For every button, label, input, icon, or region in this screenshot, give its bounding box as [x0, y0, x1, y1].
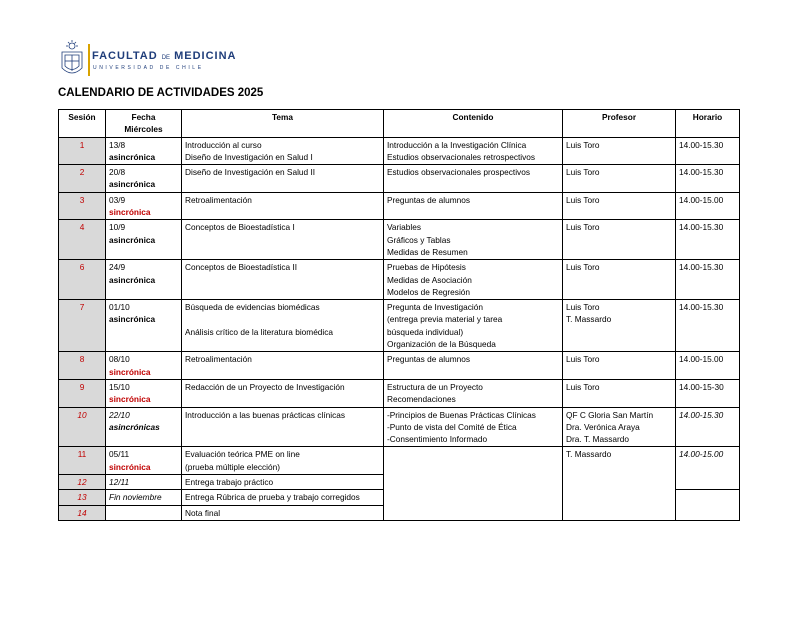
- fecha-date: 12/11: [109, 477, 130, 488]
- cell-line: -Punto de vista del Comité de Ética: [387, 421, 517, 432]
- cell-line: Diseño de Investigación en Salud II: [185, 167, 316, 178]
- col-fecha: Fecha Miércoles: [106, 110, 182, 138]
- horario-value: 14.00-15.00: [679, 354, 724, 365]
- cell-line: Redacción de un Proyecto de Investigación: [185, 381, 345, 392]
- fecha-date: Fin noviembre: [109, 492, 162, 503]
- cell-line: Luis Toro: [566, 139, 600, 150]
- cell-line: Variables: [387, 222, 421, 233]
- fecha-date: 10/9: [109, 222, 126, 233]
- horario-value: 14.00-15-30: [679, 381, 724, 392]
- contenido-cell: [384, 447, 563, 520]
- modalidad-label: asincrónica: [109, 151, 156, 162]
- sesion-cell: 13: [59, 490, 106, 505]
- cell-line: Modelos de Regresión: [387, 286, 471, 297]
- tema-cell: [182, 165, 384, 193]
- table-row: [59, 220, 740, 260]
- contenido-cell: [384, 137, 563, 165]
- modalidad-label: sincrónica: [109, 366, 151, 377]
- cell-line: Luis Toro: [566, 262, 600, 273]
- cell-line: Pregunta de Investigación: [387, 302, 483, 313]
- contenido-cell: [384, 352, 563, 380]
- fecha-cell: [106, 192, 182, 220]
- cell-line: Luis Toro: [566, 194, 600, 205]
- fecha-date: 01/10: [109, 302, 130, 313]
- cell-line: Conceptos de Bioestadística I: [185, 222, 295, 233]
- cell-line: Medidas de Asociación: [387, 274, 472, 285]
- cell-line: T. Massardo: [566, 314, 612, 325]
- cell-line: búsqueda individual): [387, 326, 464, 337]
- table-row: [59, 260, 740, 300]
- fecha-cell: [106, 475, 182, 490]
- modalidad-label: sincrónica: [109, 461, 151, 472]
- cell-line: Luis Toro: [566, 302, 600, 313]
- profesor-cell: [563, 352, 676, 380]
- table-row: [59, 300, 740, 352]
- sesion-cell: 6: [59, 260, 106, 300]
- tema-cell: [182, 379, 384, 407]
- fecha-cell: [106, 352, 182, 380]
- cell-line: T. Massardo: [566, 449, 612, 460]
- modalidad-label: asincrónicas: [109, 421, 160, 432]
- university-seal-icon: [58, 40, 86, 80]
- cell-line: -Principios de Buenas Prácticas Clínicas: [387, 409, 536, 420]
- table-row: [59, 352, 740, 380]
- activities-table: [58, 109, 740, 521]
- horario-cell: [676, 192, 740, 220]
- fecha-cell: [106, 490, 182, 505]
- cell-line: Estudios observacionales prospectivos: [387, 167, 530, 178]
- contenido-cell: [384, 165, 563, 193]
- sesion-cell: 7: [59, 300, 106, 352]
- horario-value: 14.00-15.30: [679, 262, 724, 273]
- contenido-cell: [384, 220, 563, 260]
- table-header-row: [59, 110, 740, 138]
- cell-line: -Consentimiento Informado: [387, 434, 488, 445]
- fecha-date: 20/8: [109, 167, 126, 178]
- tema-cell: [182, 407, 384, 447]
- profesor-cell: [563, 379, 676, 407]
- tema-cell: [182, 447, 384, 475]
- cell-line: Pruebas de Hipótesis: [387, 262, 466, 273]
- modalidad-label: asincrónica: [109, 314, 156, 325]
- cell-line: Diseño de Investigación en Salud I: [185, 151, 313, 162]
- sesion-cell: 12: [59, 475, 106, 490]
- contenido-cell: [384, 192, 563, 220]
- horario-value: 14.00-15.30: [679, 167, 724, 178]
- modalidad-label: sincrónica: [109, 394, 151, 405]
- fecha-cell: [106, 407, 182, 447]
- sesion-cell: 11: [59, 447, 106, 475]
- cell-line: Luis Toro: [566, 167, 600, 178]
- profesor-cell: [563, 220, 676, 260]
- profesor-cell: [563, 300, 676, 352]
- contenido-cell: [384, 300, 563, 352]
- cell-line: QF C Gloria San Martín: [566, 409, 654, 420]
- table-row: [59, 407, 740, 447]
- cell-line: Nota final: [185, 507, 221, 518]
- horario-cell: [676, 379, 740, 407]
- sesion-cell: 4: [59, 220, 106, 260]
- profesor-cell: [563, 447, 676, 520]
- fecha-cell: [106, 505, 182, 520]
- table-row: [59, 379, 740, 407]
- cell-line: Recomendaciones: [387, 394, 456, 405]
- profesor-cell: [563, 137, 676, 165]
- horario-cell: [676, 300, 740, 352]
- fecha-date: [109, 507, 178, 519]
- horario-cell: [676, 407, 740, 447]
- cell-line: [185, 313, 380, 325]
- profesor-cell: [563, 407, 676, 447]
- fecha-date: 05/11: [109, 449, 130, 460]
- tema-cell: [182, 475, 384, 490]
- col-horario: Horario: [676, 110, 740, 138]
- fecha-date: 13/8: [109, 139, 126, 150]
- col-contenido: Contenido: [384, 110, 563, 138]
- profesor-cell: [563, 165, 676, 193]
- cell-line: Estudios observacionales retrospectivos: [387, 151, 536, 162]
- contenido-cell: [384, 379, 563, 407]
- fecha-cell: [106, 300, 182, 352]
- horario-value: 14.00-15.30: [679, 409, 724, 420]
- fecha-cell: [106, 137, 182, 165]
- modalidad-label: asincrónica: [109, 179, 156, 190]
- sesion-cell: 8: [59, 352, 106, 380]
- cell-line: Luis Toro: [566, 381, 600, 392]
- cell-line: Luis Toro: [566, 222, 600, 233]
- cell-line: (entrega previa material y tarea: [387, 314, 503, 325]
- modalidad-label: asincrónica: [109, 274, 156, 285]
- table-row: [59, 165, 740, 193]
- sesion-cell: 9: [59, 379, 106, 407]
- horario-cell: [676, 220, 740, 260]
- faculty-logo: [58, 40, 237, 82]
- horario-cell: [676, 260, 740, 300]
- horario-value: 14.00-15.00: [679, 449, 724, 460]
- horario-value: 14.00-15.30: [679, 222, 724, 233]
- table-row: [59, 192, 740, 220]
- cell-line: Introducción a la Investigación Clínica: [387, 139, 527, 150]
- tema-cell: [182, 192, 384, 220]
- cell-line: Luis Toro: [566, 354, 600, 365]
- cell-line: Dra. T. Massardo: [566, 434, 630, 445]
- table-row: [59, 447, 740, 475]
- sesion-cell: 10: [59, 407, 106, 447]
- horario-value: 14.00-15.30: [679, 139, 724, 150]
- fecha-cell: [106, 260, 182, 300]
- profesor-cell: [563, 260, 676, 300]
- horario-value: 14.00-15.00: [679, 194, 724, 205]
- logo-university-name: UNIVERSIDAD DE CHILE: [93, 65, 204, 71]
- col-tema: Tema: [182, 110, 384, 138]
- fecha-date: 24/9: [109, 262, 126, 273]
- cell-line: (prueba múltiple elección): [185, 461, 281, 472]
- horario-cell: [676, 490, 740, 521]
- profesor-cell: [563, 192, 676, 220]
- horario-cell: [676, 352, 740, 380]
- cell-line: Organización de la Búsqueda: [387, 339, 496, 350]
- tema-cell: [182, 300, 384, 352]
- cell-line: Evaluación teórica PME on line: [185, 449, 300, 460]
- cell-line: Introducción a las buenas prácticas clínicas: [185, 409, 346, 420]
- fecha-cell: [106, 379, 182, 407]
- cell-line: Búsqueda de evidencias biomédicas: [185, 302, 320, 313]
- cell-line: Entrega Rúbrica de prueba y trabajo corregidos: [185, 492, 360, 503]
- fecha-date: 15/10: [109, 381, 130, 392]
- table-row: [59, 137, 740, 165]
- contenido-cell: [384, 260, 563, 300]
- sesion-cell: 3: [59, 192, 106, 220]
- cell-line: Retroalimentación: [185, 194, 252, 205]
- cell-line: Análisis crítico de la literatura biomédica: [185, 326, 334, 337]
- modalidad-label: sincrónica: [109, 207, 151, 218]
- cell-line: Gráficos y Tablas: [387, 234, 451, 245]
- cell-line: Estructura de un Proyecto: [387, 381, 483, 392]
- page-title: CALENDARIO DE ACTIVIDADES 2025: [58, 87, 264, 99]
- cell-line: Preguntas de alumnos: [387, 354, 471, 365]
- fecha-date: 08/10: [109, 354, 130, 365]
- fecha-date: 03/9: [109, 194, 126, 205]
- tema-cell: [182, 490, 384, 505]
- col-profesor: Profesor: [563, 110, 676, 138]
- tema-cell: [182, 137, 384, 165]
- contenido-cell: [384, 407, 563, 447]
- col-sesion: Sesión: [59, 110, 106, 138]
- tema-cell: [182, 220, 384, 260]
- logo-faculty-name: FACULTAD DE MEDICINA: [92, 50, 237, 62]
- tema-cell: [182, 260, 384, 300]
- cell-line: Conceptos de Bioestadística II: [185, 262, 298, 273]
- horario-cell: [676, 447, 740, 490]
- fecha-cell: [106, 447, 182, 475]
- tema-cell: [182, 505, 384, 520]
- cell-line: Entrega trabajo práctico: [185, 477, 274, 488]
- sesion-cell: 2: [59, 165, 106, 193]
- fecha-cell: [106, 165, 182, 193]
- cell-line: Dra. Verónica Araya: [566, 421, 640, 432]
- horario-value: 14.00-15.30: [679, 302, 724, 313]
- cell-line: Preguntas de alumnos: [387, 194, 471, 205]
- cell-line: Introducción al curso: [185, 139, 262, 150]
- cell-line: Medidas de Resumen: [387, 246, 468, 257]
- horario-cell: [676, 165, 740, 193]
- tema-cell: [182, 352, 384, 380]
- logo-divider: [88, 44, 90, 76]
- fecha-cell: [106, 220, 182, 260]
- cell-line: Retroalimentación: [185, 354, 252, 365]
- sesion-cell: 14: [59, 505, 106, 520]
- modalidad-label: asincrónica: [109, 234, 156, 245]
- fecha-date: 22/10: [109, 409, 130, 420]
- horario-cell: [676, 137, 740, 165]
- sesion-cell: 1: [59, 137, 106, 165]
